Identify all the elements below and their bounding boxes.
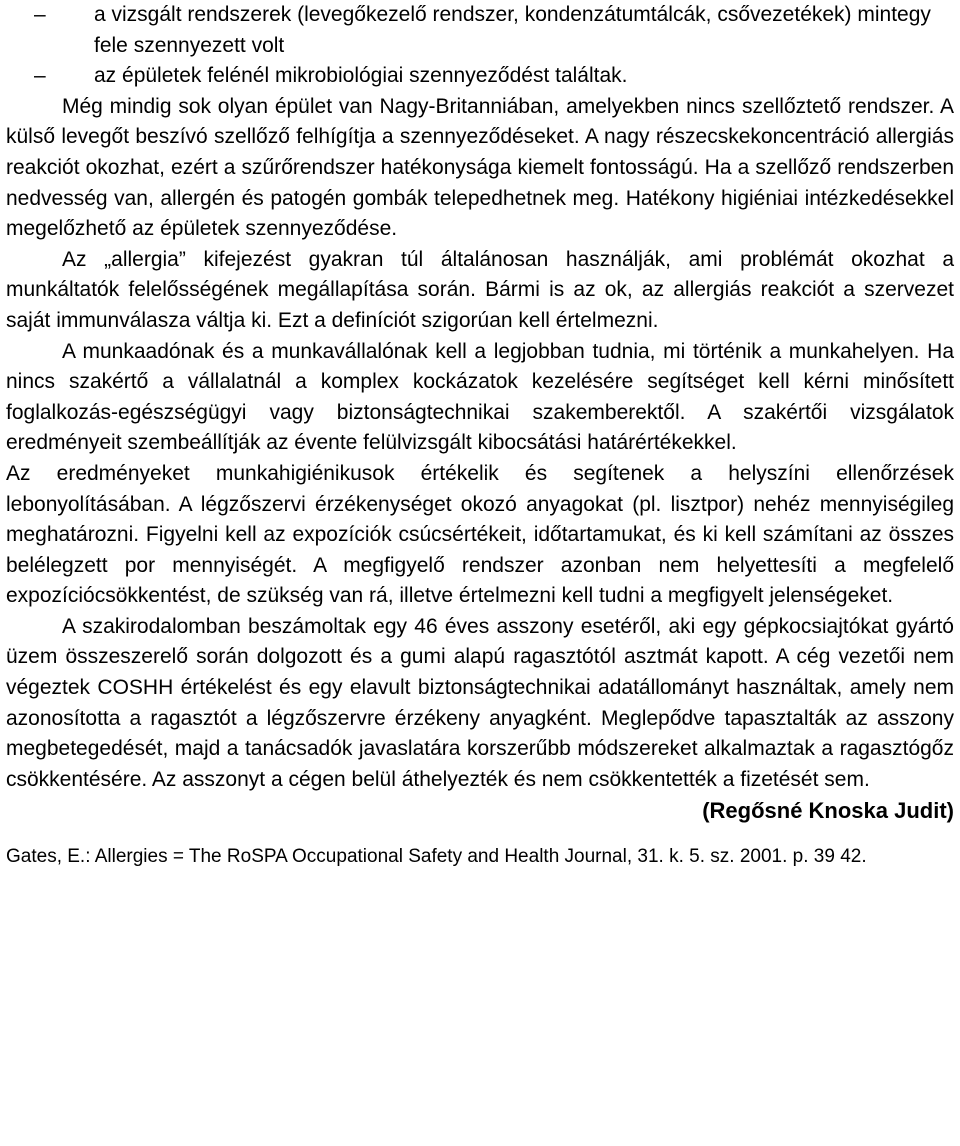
reference-citation: Gates, E.: Allergies = The RoSPA Occupational Safety and Health Journal, 31. k. 5. sz. 2001. p. 39 42. xyxy=(6,846,867,868)
bullet-list xyxy=(6,0,954,92)
bullet-dash: – xyxy=(34,64,46,88)
paragraph-case-study: A szakirodalomban beszámoltak egy 46 éves asszony esetéről, aki egy gépkocsiajtókat gyártó üzem összeszerelő során dolgozott és a gumi alapú ragasztótól asztmát kapott. A cég vezetői nem végeztek COSHH értékelést és egy elavult biztonságtechnikai adatállományt használtak, amely nem azonosította a ragasztót a légzőszervre érzékeny anyagként. Meglepődve tapasztalták az asszony megbetegedését, majd a tanácsadók javaslatára korszerűbb módszereket alkalmaztak a ragasztógőz csökkentésére. Az asszonyt a cégen belül áthelyezték és nem csökkentették a fizetését sem. xyxy=(6,614,954,791)
paragraph-allergy-definition: Az „allergia” kifejezést gyakran túl általánosan használják, ami problémát okozhat a munkáltatók felelősségének megállapítása során. Bármi is az ok, az allergiás reakciót a szervezet saját immunválasza váltja ki. Ezt a definíciót szigorúan kell értelmezni. xyxy=(6,247,954,332)
paragraph-ventilation: Még mindig sok olyan épület van Nagy-Britanniában, amelyekben nincs szellőztető rendszer. A külső levegőt beszívó szellőző felhígítja a szennyeződéseket. A nagy részecskekoncentráció allergiás reakciót okozhat, ezért a szűrőrendszer hatékonysága kiemelt fontosságú. Ha a szellőző rendszerben nedvesség van, allergén és patogén gombák telepedhetnek meg. Hatékony higiéniai intézkedésekkel megelőzhető az épületek szennyeződése. xyxy=(6,94,954,241)
bullet-text: a vizsgált rendszerek (levegőkezelő rendszer, kondenzátumtálcák, csővezetékek) mintegy fele szennyezett volt xyxy=(94,3,931,57)
paragraph-employer-responsibility: A munkaadónak és a munkavállalónak kell a legjobban tudnia, mi történik a munkahelyen. Ha nincs szakértő a vállalatnál a komplex kockázatok kezelésére segítséget kell kérni minősített foglalkozás-egészségügyi vagy biztonságtechnikai szakemberektől. A szakértői vizsgálatok eredményeit szembeállítják az évente felülvizsgált kibocsátási határértékekkel. xyxy=(6,339,954,455)
author-signature: (Regősné Knoska Judit) xyxy=(702,798,954,824)
bullet-item xyxy=(6,0,954,61)
paragraph-evaluation: Az eredményeket munkahigiénikusok értékelik és segítenek a helyszíni ellenőrzések lebonyolításában. A légzőszervi érzékenységet okozó anyagokat (pl. lisztpor) nehéz mennyiségileg meghatározni. Figyelni kell az expozíciók csúcsértékeit, időtartamukat, és ki kell számítani az összes belélegzett por mennyiségét. A megfigyelő rendszer azonban nem helyettesíti a megfelelő expozíciócsökkentést, de szükség van rá, illetve értelmezni kell tudni a megfigyelt jelenségeket. xyxy=(6,461,954,608)
bullet-text: az épületek felénél mikrobiológiai szennyeződést találtak. xyxy=(94,64,628,88)
bullet-dash: – xyxy=(34,3,46,26)
bullet-item xyxy=(6,61,954,92)
document-page xyxy=(6,0,954,870)
